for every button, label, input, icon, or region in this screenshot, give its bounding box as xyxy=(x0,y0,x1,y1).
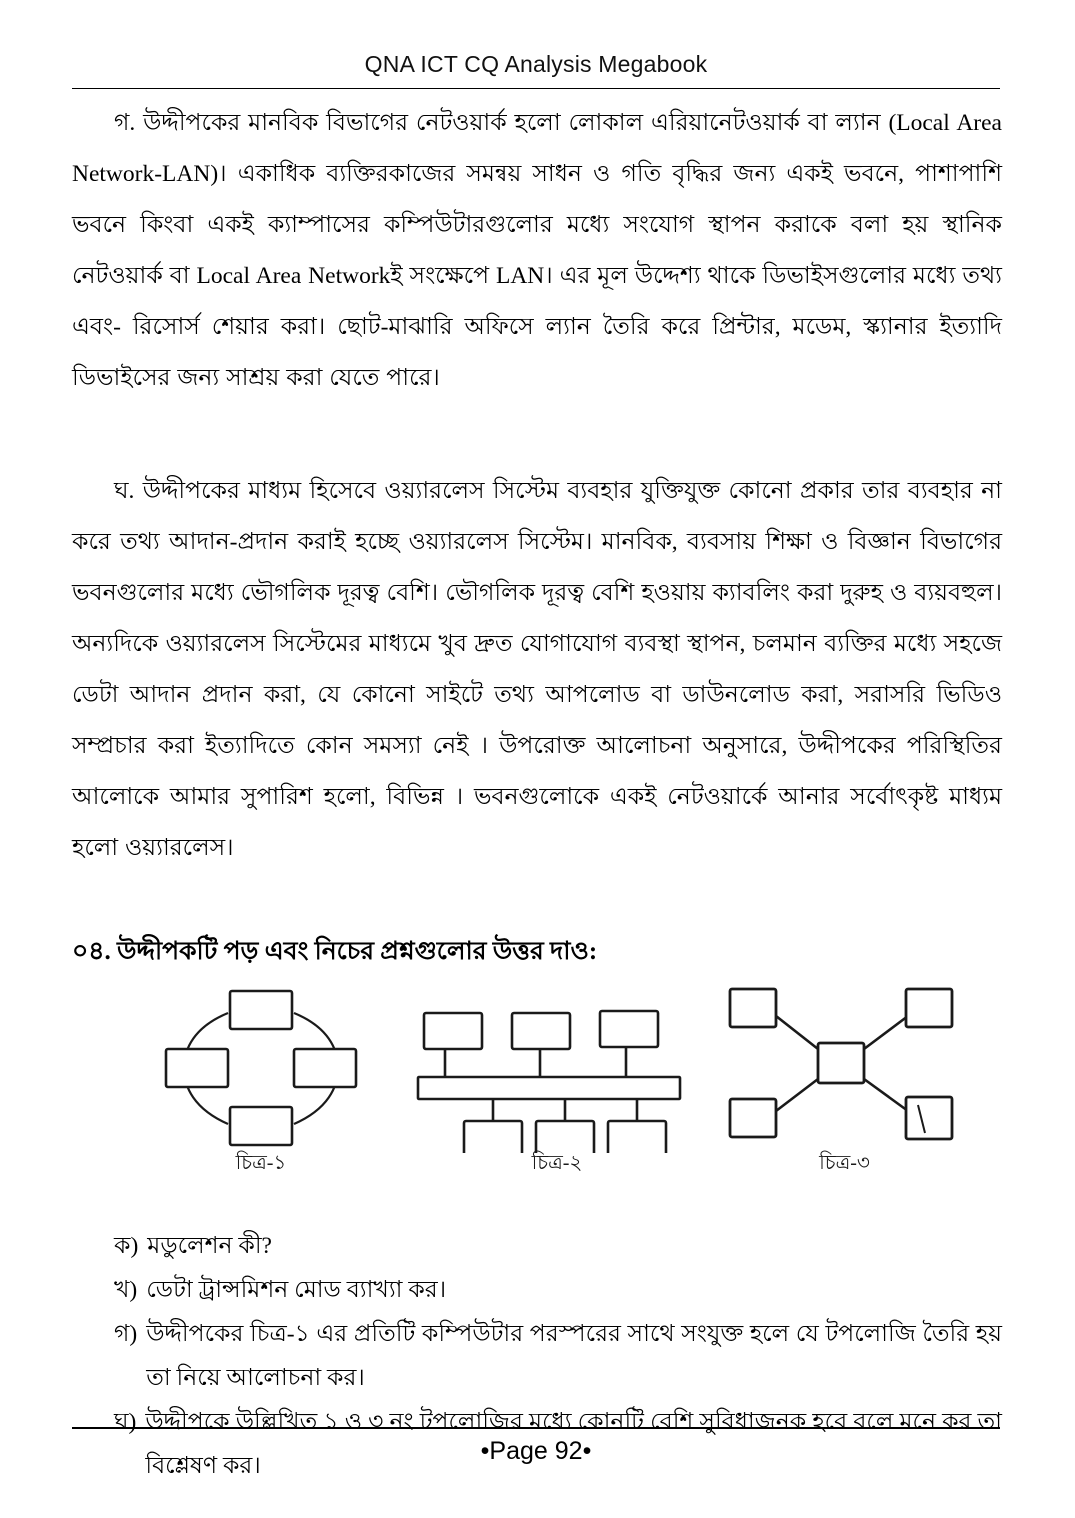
ring-topology-drawing xyxy=(156,983,366,1153)
figure-2-caption: চিত্র-২ xyxy=(531,1151,583,1174)
figure-1-caption: চিত্র-১ xyxy=(235,1151,287,1174)
sub-question-kha-marker: খ) xyxy=(114,1276,138,1303)
sub-question-ga-marker: গ) xyxy=(114,1320,138,1347)
footer-divider xyxy=(72,1427,1000,1429)
sub-question-gha-marker: ঘ) xyxy=(114,1408,137,1435)
page-header xyxy=(72,52,1000,77)
paragraph-spacer xyxy=(72,404,1002,466)
figure-2-bus-topology xyxy=(412,983,702,1183)
star-topology-drawing xyxy=(712,983,977,1153)
page-footer xyxy=(72,1437,1000,1466)
stimulus-figures xyxy=(72,983,1002,1198)
question-heading: ০৪. উদ্দীপকটি পড় এবং নিচের প্রশ্নগুলোর উত্তর দাও: xyxy=(72,938,598,965)
sub-question-ka-marker: ক) xyxy=(114,1232,139,1259)
figure-1-ring-topology xyxy=(156,983,366,1183)
figure-3-star-topology xyxy=(712,983,977,1183)
answer-paragraph-ga: গ. উদ্দীপকের মানবিক বিভাগের নেটওয়ার্ক হলো লোকাল এরিয়ানেটওয়ার্ক বা ল্যান (Local Area Network-LAN)। একাধিক ব্যক্তিরকাজের সমন্বয় সাধন ও গতি বৃদ্ধির জন্য একই ভবনে, পাশাপাশি ভবনে কিংবা একই ক্যাম্পাসের কম্পিউটারগুলোর মধ্যে সংযোগ স্থাপন করাকে বলা হয় স্থানিক নেটওয়ার্ক বা Local Area Networkই সংক্ষেপে LAN। এর মূল উদ্দেশ্য থাকে ডিভাইসগুলোর মধ্যে তথ্য এবং- রিসোর্স শেয়ার করা। ছোট-মাঝারি অফিসে ল্যান তৈরি করে প্রিন্টার, মডেম, স্ক্যানার ইত্যাদি ডিভাইসের জন্য সাশ্রয় করা যেতে পারে। xyxy=(72,110,1002,391)
sub-question-ka-text: মডুলেশন কী? xyxy=(147,1232,272,1259)
page-number-label: •Page 92• xyxy=(480,1437,592,1465)
bus-topology-drawing xyxy=(412,983,702,1153)
sub-question-gha-text: উদ্দীপকে উল্লিখিত ১ ও ৩ নং টপলোজির মধ্যে কোনটি বেশি সুবিধাজনক হবে বলে মনে কর তা বিশ্লেষণ কর। xyxy=(145,1408,1002,1479)
sub-question-ga xyxy=(72,1312,1002,1400)
book-title: QNA ICT CQ Analysis Megabook xyxy=(364,51,708,77)
sub-question-kha xyxy=(72,1268,1002,1312)
section-spacer xyxy=(72,874,1002,936)
header-divider xyxy=(72,88,1000,89)
sub-question-ka xyxy=(72,1224,1002,1268)
page-content xyxy=(72,98,1002,1488)
sub-question-ga-text: উদ্দীপকের চিত্র-১ এর প্রতিটি কম্পিউটার পরস্পরের সাথে সংযুক্ত হলে যে টপলোজি তৈরি হয় তা নিয়ে আলোচনা কর। xyxy=(146,1320,1002,1391)
sub-question-kha-text: ডেটা ট্রান্সমিশন মোড ব্যাখ্যা কর। xyxy=(146,1276,447,1303)
answer-paragraph-gha: ঘ. উদ্দীপকের মাধ্যম হিসেবে ওয়্যারলেস সিস্টেম ব্যবহার যুক্তিযুক্ত কোনো প্রকার তার ব্যবহার না করে তথ্য আদান-প্রদান করাই হচ্ছে ওয়্যারলেস সিস্টেম। মানবিক, ব্যবসায় শিক্ষা ও বিজ্ঞান বিভাগের ভবনগুলোর মধ্যে ভৌগলিক দূরত্ব বেশি। ভৌগলিক দূরত্ব বেশি হওয়ায় ক্যাবলিং করা দুরুহ ও ব্যয়বহুল। অন্যদিকে ওয়্যারলেস সিস্টেমের মাধ্যমে খুব দ্রুত যোগাযোগ ব্যবস্থা স্থাপন, চলমান ব্যক্তির মধ্যে সহজে ডেটা আদান প্রদান করা, যে কোনো সাইটে তথ্য আপলোড বা ডাউনলোড করা, সরাসরি ভিডিও সম্প্রচার করা ইত্যাদিতে কোন সমস্যা নেই । উপরোক্ত আলোচনা অনুসারে, উদ্দীপকের পরিস্থিতির আলোকে আমার সুপারিশ হলো, বিভিন্ন । ভবনগুলোকে একই নেটওয়ার্কে আনার সর্বোৎকৃষ্ট মাধ্যম হলো ওয়্যারলেস। xyxy=(72,478,1002,861)
figure-3-caption: চিত্র-৩ xyxy=(819,1151,870,1174)
